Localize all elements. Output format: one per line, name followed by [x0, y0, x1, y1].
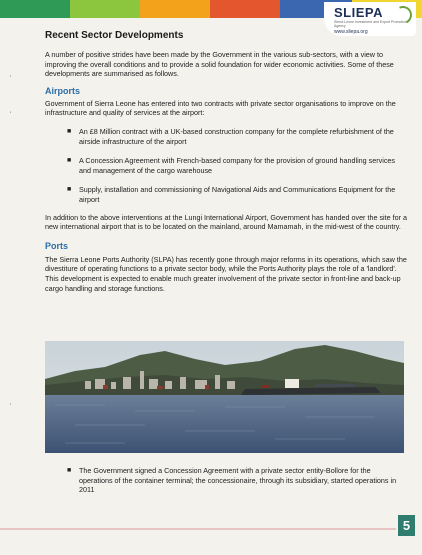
- color-bar-segment: [210, 0, 280, 18]
- color-bar-segment: [0, 0, 70, 18]
- margin-mark: ': [10, 76, 12, 82]
- list-item: [67, 466, 403, 495]
- bullet-text: An £8 Million contract with a UK-based construction company for the complete refurbishment of the airside infrastructure of the airport: [79, 126, 394, 146]
- airports-heading: Airports: [45, 85, 81, 96]
- list-item: [67, 185, 407, 204]
- logo-wordmark: SLIEPA: [334, 5, 383, 20]
- color-bar-segment: [70, 0, 140, 18]
- color-bar-segment: [140, 0, 210, 18]
- airports-bullet-list: [45, 127, 407, 205]
- harbour-photo: [45, 341, 404, 453]
- list-item: [67, 127, 407, 146]
- bullet-text: The Government signed a Concession Agreement with a private sector entity-Bollore for the operations of the container terminal; the concessionaire, through its subsidiary, started operations in 2011: [79, 466, 397, 495]
- list-item: [67, 156, 407, 175]
- bullet-text: A Concession Agreement with French-based company for the provision of ground handling services and management of the cargo warehouse: [79, 156, 396, 175]
- footer-divider: [0, 528, 396, 530]
- airports-closing: In addition to the above interventions at the Lungi International Airport, Government has handed over the site for a new international airport that is to be located on the mainland, around Mamamah, in the mid-west of the country.: [45, 212, 408, 232]
- margin-mark: ': [10, 112, 12, 118]
- bullet-text: Supply, installation and commissioning of Navigational Aids and Communications Equipment for the airport: [79, 185, 396, 204]
- ports-bullet-list: [67, 466, 403, 495]
- bullet-icon: ■: [67, 186, 72, 194]
- logo-url: www.sliepa.org: [334, 29, 368, 35]
- margin-mark: ': [10, 404, 12, 410]
- airports-intro: Government of Sierra Leone has entered into two contracts with private sector organisations to improve on the infrastructure and quality of services at the airport:: [45, 98, 396, 118]
- section-intro: A number of positive strides have been made by the Government in the various sub-sectors, with a view to improving the overall conditions and to provide a solid foundation for wider economic activities. Some of these developments are summarised as follows.: [45, 50, 394, 79]
- main-content: [45, 30, 407, 293]
- page-number: 5: [398, 515, 415, 536]
- section-title: Recent Sector Developments: [45, 30, 184, 41]
- bullet-icon: ■: [67, 157, 72, 165]
- bullet-icon: ■: [67, 467, 72, 474]
- logo-tagline: Sierra Leone Investment and Export Promotion Agency: [334, 20, 407, 28]
- bullet-icon: ■: [67, 127, 72, 135]
- ports-text: The Sierra Leone Ports Authority (SLPA) has recently gone through major reforms in its operations, which saw the divestiture of operating functions to a private sector body, while the Ports Authority plays the role of a 'landlord'. This development is expected to enable much greater involvement of the private sector in front-line and back-up cargo handling and storage functions.: [45, 254, 407, 293]
- ports-heading: Ports: [45, 240, 69, 251]
